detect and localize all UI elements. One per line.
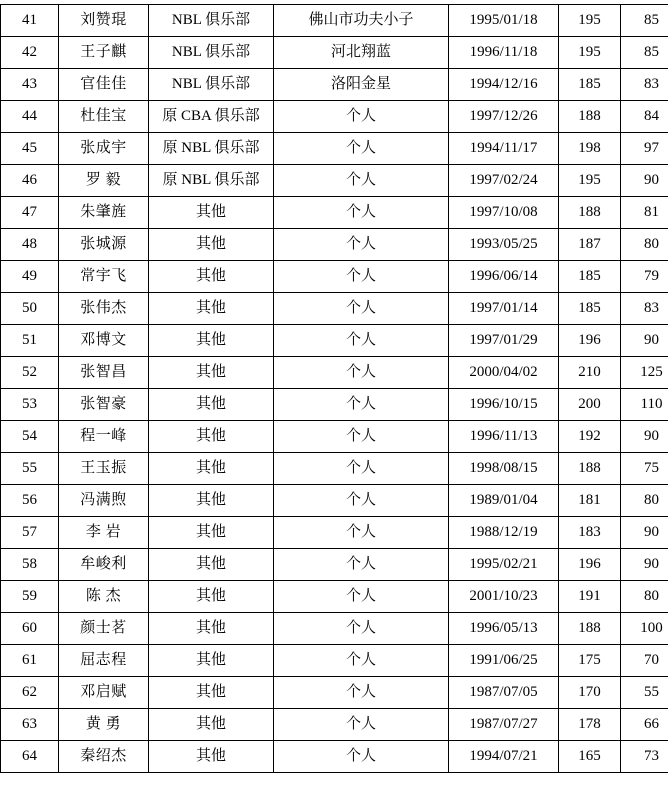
cell-birth-date: 1987/07/27 <box>449 709 559 741</box>
cell-height: 185 <box>559 261 621 293</box>
table-row <box>1 613 668 645</box>
cell-original-org: 其他 <box>149 709 274 741</box>
cell-player-name: 张智昌 <box>59 357 149 389</box>
cell-birth-date: 1995/02/21 <box>449 549 559 581</box>
cell-original-team: 个人 <box>274 485 449 517</box>
table-row <box>1 581 668 613</box>
cell-original-team: 个人 <box>274 197 449 229</box>
cell-player-name: 李 岩 <box>59 517 149 549</box>
cell-birth-date: 1994/07/21 <box>449 741 559 773</box>
cell-original-team: 个人 <box>274 517 449 549</box>
cell-height: 183 <box>559 517 621 549</box>
cell-birth-date: 1988/12/19 <box>449 517 559 549</box>
cell-serial-number: 61 <box>1 645 59 677</box>
cell-original-team: 洛阳金星 <box>274 69 449 101</box>
cell-weight: 79 <box>621 261 668 293</box>
cell-serial-number: 58 <box>1 549 59 581</box>
cell-player-name: 陈 杰 <box>59 581 149 613</box>
cell-original-team: 个人 <box>274 261 449 293</box>
cell-weight: 81 <box>621 197 668 229</box>
table-row <box>1 645 668 677</box>
cell-serial-number: 51 <box>1 325 59 357</box>
cell-original-org: 其他 <box>149 453 274 485</box>
cell-height: 196 <box>559 549 621 581</box>
cell-player-name: 冯满煦 <box>59 485 149 517</box>
cell-original-org: 其他 <box>149 357 274 389</box>
cell-height: 195 <box>559 37 621 69</box>
table-row <box>1 741 668 773</box>
cell-player-name: 颜士茗 <box>59 613 149 645</box>
cell-birth-date: 1998/08/15 <box>449 453 559 485</box>
cell-weight: 83 <box>621 293 668 325</box>
cell-player-name: 张城源 <box>59 229 149 261</box>
cell-player-name: 程一峰 <box>59 421 149 453</box>
cell-original-org: 其他 <box>149 645 274 677</box>
cell-weight: 110 <box>621 389 668 421</box>
cell-height: 188 <box>559 197 621 229</box>
cell-serial-number: 47 <box>1 197 59 229</box>
cell-weight: 90 <box>621 421 668 453</box>
cell-height: 188 <box>559 101 621 133</box>
cell-original-org: 其他 <box>149 325 274 357</box>
cell-height: 165 <box>559 741 621 773</box>
cell-birth-date: 1994/11/17 <box>449 133 559 165</box>
cell-birth-date: 1997/10/08 <box>449 197 559 229</box>
table-row <box>1 5 668 37</box>
cell-weight: 70 <box>621 645 668 677</box>
table-row <box>1 485 668 517</box>
cell-height: 195 <box>559 5 621 37</box>
cell-serial-number: 63 <box>1 709 59 741</box>
cell-serial-number: 55 <box>1 453 59 485</box>
cell-serial-number: 44 <box>1 101 59 133</box>
table-row <box>1 197 668 229</box>
cell-serial-number: 45 <box>1 133 59 165</box>
cell-height: 170 <box>559 677 621 709</box>
cell-height: 210 <box>559 357 621 389</box>
cell-player-name: 刘赞琨 <box>59 5 149 37</box>
cell-birth-date: 1993/05/25 <box>449 229 559 261</box>
cell-weight: 55 <box>621 677 668 709</box>
cell-weight: 90 <box>621 325 668 357</box>
cell-original-org: 其他 <box>149 293 274 325</box>
cell-weight: 97 <box>621 133 668 165</box>
table-row <box>1 453 668 485</box>
cell-height: 198 <box>559 133 621 165</box>
cell-original-team: 佛山市功夫小子 <box>274 5 449 37</box>
cell-original-org: NBL 俱乐部 <box>149 5 274 37</box>
cell-player-name: 王玉振 <box>59 453 149 485</box>
cell-serial-number: 60 <box>1 613 59 645</box>
cell-original-org: 其他 <box>149 197 274 229</box>
cell-original-team: 个人 <box>274 229 449 261</box>
cell-player-name: 王子麒 <box>59 37 149 69</box>
cell-weight: 100 <box>621 613 668 645</box>
cell-serial-number: 56 <box>1 485 59 517</box>
cell-weight: 90 <box>621 517 668 549</box>
cell-birth-date: 1997/01/14 <box>449 293 559 325</box>
cell-original-org: 原 NBL 俱乐部 <box>149 165 274 197</box>
cell-birth-date: 1997/12/26 <box>449 101 559 133</box>
cell-original-team: 个人 <box>274 133 449 165</box>
cell-original-team: 个人 <box>274 357 449 389</box>
cell-birth-date: 1997/01/29 <box>449 325 559 357</box>
cell-birth-date: 2000/04/02 <box>449 357 559 389</box>
cell-original-org: NBL 俱乐部 <box>149 69 274 101</box>
cell-original-team: 个人 <box>274 741 449 773</box>
cell-player-name: 屈志程 <box>59 645 149 677</box>
table-row <box>1 101 668 133</box>
cell-original-org: 其他 <box>149 485 274 517</box>
table-row <box>1 261 668 293</box>
cell-original-org: 其他 <box>149 517 274 549</box>
cell-player-name: 牟峻利 <box>59 549 149 581</box>
cell-birth-date: 2001/10/23 <box>449 581 559 613</box>
cell-weight: 66 <box>621 709 668 741</box>
cell-player-name: 张成宇 <box>59 133 149 165</box>
table-row <box>1 357 668 389</box>
table-body <box>1 5 668 773</box>
cell-birth-date: 1987/07/05 <box>449 677 559 709</box>
cell-weight: 80 <box>621 485 668 517</box>
cell-height: 195 <box>559 165 621 197</box>
cell-original-team: 个人 <box>274 581 449 613</box>
cell-player-name: 张伟杰 <box>59 293 149 325</box>
cell-serial-number: 59 <box>1 581 59 613</box>
cell-height: 200 <box>559 389 621 421</box>
cell-birth-date: 1997/02/24 <box>449 165 559 197</box>
cell-original-team: 个人 <box>274 613 449 645</box>
cell-original-team: 个人 <box>274 325 449 357</box>
cell-weight: 83 <box>621 69 668 101</box>
cell-player-name: 黄 勇 <box>59 709 149 741</box>
cell-original-team: 个人 <box>274 101 449 133</box>
table-row <box>1 69 668 101</box>
cell-serial-number: 43 <box>1 69 59 101</box>
cell-serial-number: 64 <box>1 741 59 773</box>
cell-height: 188 <box>559 613 621 645</box>
cell-original-org: 其他 <box>149 581 274 613</box>
cell-serial-number: 42 <box>1 37 59 69</box>
cell-height: 196 <box>559 325 621 357</box>
cell-birth-date: 1996/05/13 <box>449 613 559 645</box>
cell-serial-number: 52 <box>1 357 59 389</box>
cell-height: 175 <box>559 645 621 677</box>
table-row <box>1 165 668 197</box>
cell-original-org: 原 NBL 俱乐部 <box>149 133 274 165</box>
cell-original-team: 个人 <box>274 549 449 581</box>
cell-original-team: 个人 <box>274 293 449 325</box>
cell-height: 185 <box>559 293 621 325</box>
cell-player-name: 秦绍杰 <box>59 741 149 773</box>
cell-height: 192 <box>559 421 621 453</box>
table-row <box>1 293 668 325</box>
cell-original-team: 河北翔蓝 <box>274 37 449 69</box>
cell-birth-date: 1996/11/18 <box>449 37 559 69</box>
cell-original-org: 其他 <box>149 421 274 453</box>
cell-weight: 125 <box>621 357 668 389</box>
cell-serial-number: 41 <box>1 5 59 37</box>
table-row <box>1 517 668 549</box>
cell-original-org: 其他 <box>149 229 274 261</box>
cell-player-name: 张智豪 <box>59 389 149 421</box>
cell-serial-number: 57 <box>1 517 59 549</box>
cell-birth-date: 1996/06/14 <box>449 261 559 293</box>
cell-weight: 90 <box>621 165 668 197</box>
cell-weight: 80 <box>621 229 668 261</box>
cell-weight: 85 <box>621 37 668 69</box>
cell-weight: 84 <box>621 101 668 133</box>
cell-player-name: 邓博文 <box>59 325 149 357</box>
cell-original-org: 其他 <box>149 677 274 709</box>
cell-height: 188 <box>559 453 621 485</box>
cell-height: 181 <box>559 485 621 517</box>
table-row <box>1 133 668 165</box>
cell-weight: 80 <box>621 581 668 613</box>
cell-original-org: NBL 俱乐部 <box>149 37 274 69</box>
cell-weight: 85 <box>621 5 668 37</box>
cell-player-name: 朱肇旌 <box>59 197 149 229</box>
cell-birth-date: 1995/01/18 <box>449 5 559 37</box>
cell-serial-number: 49 <box>1 261 59 293</box>
cell-serial-number: 53 <box>1 389 59 421</box>
cell-player-name: 杜佳宝 <box>59 101 149 133</box>
cell-original-org: 其他 <box>149 741 274 773</box>
table-row <box>1 421 668 453</box>
cell-serial-number: 54 <box>1 421 59 453</box>
cell-original-org: 其他 <box>149 613 274 645</box>
cell-original-team: 个人 <box>274 421 449 453</box>
cell-serial-number: 48 <box>1 229 59 261</box>
table-row <box>1 229 668 261</box>
table-row <box>1 677 668 709</box>
table-row <box>1 709 668 741</box>
cell-weight: 73 <box>621 741 668 773</box>
cell-original-team: 个人 <box>274 389 449 421</box>
cell-height: 178 <box>559 709 621 741</box>
cell-original-team: 个人 <box>274 645 449 677</box>
cell-birth-date: 1996/11/13 <box>449 421 559 453</box>
cell-original-team: 个人 <box>274 709 449 741</box>
cell-birth-date: 1996/10/15 <box>449 389 559 421</box>
cell-original-org: 原 CBA 俱乐部 <box>149 101 274 133</box>
cell-serial-number: 50 <box>1 293 59 325</box>
cell-birth-date: 1989/01/04 <box>449 485 559 517</box>
player-roster-table <box>0 4 668 773</box>
cell-birth-date: 1991/06/25 <box>449 645 559 677</box>
cell-serial-number: 46 <box>1 165 59 197</box>
table-row <box>1 549 668 581</box>
cell-serial-number: 62 <box>1 677 59 709</box>
cell-player-name: 官佳佳 <box>59 69 149 101</box>
cell-original-org: 其他 <box>149 549 274 581</box>
table-row <box>1 325 668 357</box>
cell-original-team: 个人 <box>274 677 449 709</box>
cell-original-team: 个人 <box>274 165 449 197</box>
cell-height: 187 <box>559 229 621 261</box>
cell-original-team: 个人 <box>274 453 449 485</box>
cell-weight: 90 <box>621 549 668 581</box>
cell-height: 185 <box>559 69 621 101</box>
table-row <box>1 389 668 421</box>
cell-height: 191 <box>559 581 621 613</box>
cell-birth-date: 1994/12/16 <box>449 69 559 101</box>
cell-original-org: 其他 <box>149 389 274 421</box>
cell-player-name: 邓启赋 <box>59 677 149 709</box>
cell-original-org: 其他 <box>149 261 274 293</box>
cell-player-name: 常宇飞 <box>59 261 149 293</box>
cell-weight: 75 <box>621 453 668 485</box>
cell-player-name: 罗 毅 <box>59 165 149 197</box>
table-row <box>1 37 668 69</box>
